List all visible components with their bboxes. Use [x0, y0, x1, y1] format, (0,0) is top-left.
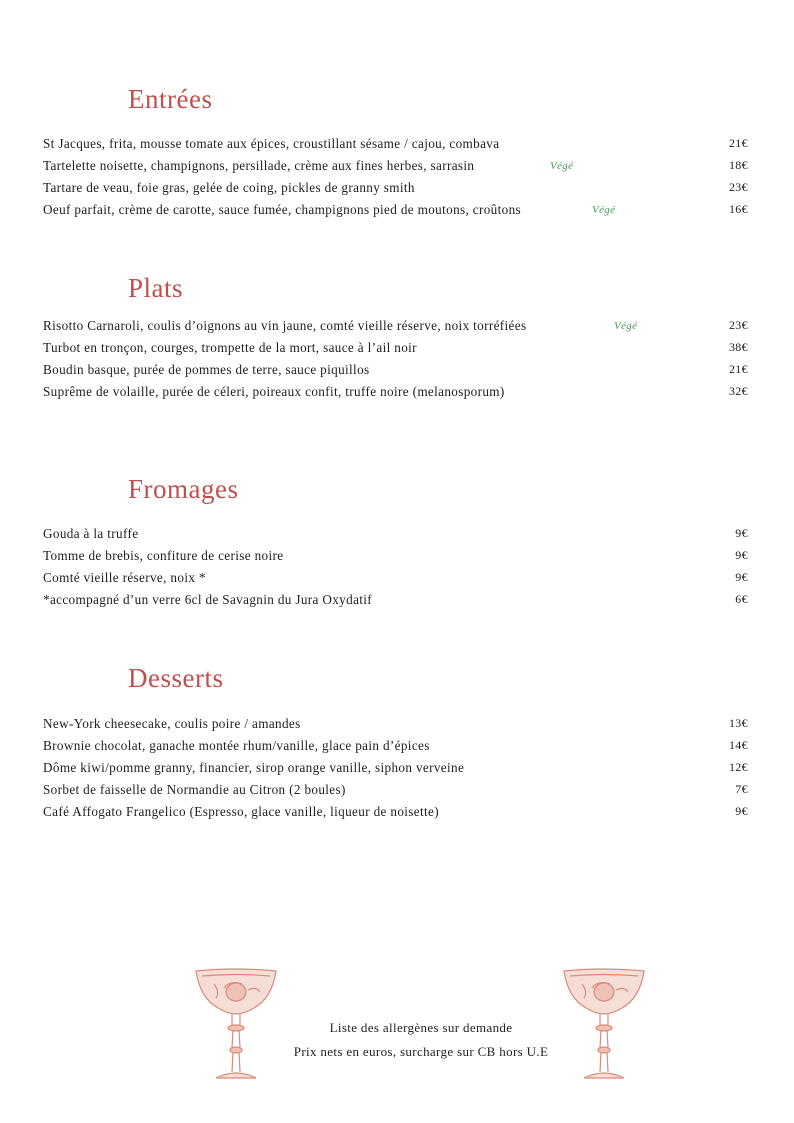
section-title: Fromages [128, 474, 239, 504]
allergen-notice: Liste des allergènes sur demande [329, 1020, 513, 1035]
item-name: Tartelette noisette, champignons, persillade, crème aux fines herbes, sarrasin [43, 158, 475, 173]
menu-item [43, 180, 751, 198]
item-price: 18€ [728, 158, 748, 172]
item-name: Café Affogato Frangelico (Espresso, glace vanille, liqueur de noisette) [43, 804, 439, 819]
item-name: Gouda à la truffe [43, 526, 139, 541]
section-title: Plats [128, 273, 184, 303]
item-price: 9€ [735, 804, 748, 818]
item-price: 32€ [728, 384, 748, 398]
item-name: Boudin basque, purée de pommes de terre, sauce piquillos [43, 362, 370, 377]
item-name: Brownie chocolat, ganache montée rhum/vanille, glace pain d’épices [43, 738, 430, 753]
item-name: Tartare de veau, foie gras, gelée de coing, pickles de granny smith [43, 180, 415, 195]
item-name: St Jacques, frita, mousse tomate aux épices, croustillant sésame / cajou, combava [43, 136, 500, 151]
menu-item [43, 782, 751, 800]
item-price: 7€ [735, 782, 748, 796]
item-price: 21€ [728, 136, 748, 150]
item-price: 23€ [728, 180, 748, 194]
menu-item [43, 526, 751, 544]
item-price: 23€ [728, 318, 748, 332]
vegetarian-tag: Végé [550, 160, 574, 172]
menu-item [43, 548, 751, 566]
menu-item [43, 202, 751, 220]
menu-item [43, 804, 751, 822]
item-price: 16€ [728, 202, 748, 216]
item-price: 14€ [728, 738, 748, 752]
menu-item [43, 738, 751, 756]
section-title: Entrées [128, 84, 213, 114]
vegetarian-tag: Végé [614, 320, 638, 332]
menu-item [43, 318, 751, 336]
item-price: 21€ [728, 362, 748, 376]
item-name: Oeuf parfait, crème de carotte, sauce fumée, champignons pied de moutons, croûtons [43, 202, 522, 217]
item-name: Risotto Carnaroli, coulis d’oignons au vin jaune, comté vieille réserve, noix torréfiées [43, 318, 527, 333]
item-name: Suprême de volaille, purée de céleri, poireaux confit, truffe noire (melanosporum) [43, 384, 505, 399]
menu-item [43, 760, 751, 778]
item-price: 13€ [728, 716, 748, 730]
menu-item [43, 136, 751, 154]
item-name: *accompagné d’un verre 6cl de Savagnin du Jura Oxydatif [43, 592, 373, 607]
menu-item [43, 592, 751, 610]
vegetarian-tag: Végé [592, 204, 616, 216]
item-price: 12€ [728, 760, 748, 774]
item-name: Comté vieille réserve, noix * [43, 570, 206, 585]
menu-item [43, 158, 751, 176]
item-price: 38€ [728, 340, 748, 354]
menu-item [43, 570, 751, 588]
section-title: Desserts [128, 663, 224, 693]
item-name: Turbot en tronçon, courges, trompette de la mort, sauce à l’ail noir [43, 340, 417, 355]
item-name: New-York cheesecake, coulis poire / amandes [43, 716, 301, 731]
item-price: 9€ [735, 526, 748, 540]
item-price: 9€ [735, 548, 748, 562]
item-name: Sorbet de faisselle de Normandie au Citron (2 boules) [43, 782, 346, 797]
item-name: Dôme kiwi/pomme granny, financier, sirop orange vanille, siphon verveine [43, 760, 465, 775]
item-price: 6€ [735, 592, 748, 606]
menu-item [43, 362, 751, 380]
item-price: 9€ [735, 570, 748, 584]
price-notice: Prix nets en euros, surcharge sur CB hors U.E [293, 1044, 549, 1059]
item-name: Tomme de brebis, confiture de cerise noire [43, 548, 284, 563]
menu-item [43, 716, 751, 734]
menu-item [43, 340, 751, 358]
menu-item [43, 384, 751, 402]
